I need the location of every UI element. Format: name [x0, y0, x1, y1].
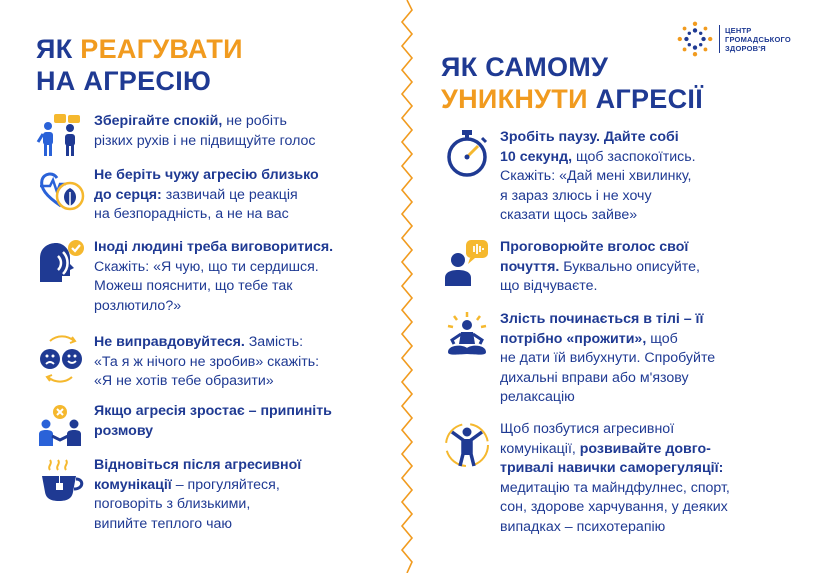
tip-bold: розмову: [94, 422, 154, 439]
heading-part: АГРЕСІЇ: [587, 84, 703, 114]
tip-stop-talk: [36, 402, 332, 452]
tip-regular: Скажіть: «Дай мені хвилинку,: [500, 168, 692, 184]
tip-bold: Якщо агресія зростає – припиніть: [94, 403, 332, 419]
tip-regular: на безпорадність, а не на вас: [94, 206, 289, 222]
tip-bold: до серця:: [94, 186, 162, 203]
tip-regular: не дати їй вибухнути. Спробуйте: [500, 350, 716, 366]
tip-text: [500, 128, 696, 226]
tip-bold: Не беріть чужу агресію близько: [94, 167, 319, 183]
stopwatch-icon: [442, 128, 492, 178]
tip-bold: тривалі навички саморегуляції:: [500, 460, 724, 476]
logo-line: ЦЕНТР: [725, 25, 752, 35]
tip-recover: [36, 456, 301, 534]
tip-regular: сказати щось зайве»: [500, 207, 638, 223]
tip-regular: Щоб позбутися агресивної: [500, 421, 675, 437]
logo-line: ГРОМАДСЬКОГО: [725, 34, 791, 44]
heading-part: ЯК: [36, 34, 81, 64]
tip-regular: релаксацію: [500, 389, 575, 405]
tip-regular: не робіть: [222, 113, 287, 129]
tip-bold: Проговорюйте вголос свої: [500, 239, 689, 255]
tip-bold: потрібно «прожити»,: [500, 330, 647, 347]
tip-regular: «Я не хотів тебе образити»: [94, 373, 274, 389]
tip-bold: Злість починається в тілі – її: [500, 311, 704, 327]
heading-line: ЯК САМОМУ: [441, 52, 609, 82]
tip-regular: поговоріть з близькими,: [94, 496, 251, 512]
person-speaking-icon: [442, 238, 492, 288]
meditating-person-icon: [442, 310, 492, 360]
tip-regular: я зараз злюсь і не хочу: [500, 187, 652, 204]
left-heading: [36, 33, 243, 97]
tip-regular: медитацію та майндфулнес, спорт,: [500, 479, 730, 496]
tip-text: [500, 238, 700, 297]
tip-bold: почуття.: [500, 258, 560, 275]
heart-pulse-leaf-icon: [36, 166, 86, 216]
heading-accent: УНИКНУТИ: [441, 84, 588, 114]
tip-regular: «Та я ж нічого не зробив» скажіть:: [94, 353, 320, 370]
tip-text: [500, 310, 715, 408]
tip-regular: Скажіть: «Я чую, що ти сердишся.: [94, 258, 319, 275]
tip-bold: 10 секунд,: [500, 148, 573, 165]
tip-regular: розлютило?»: [94, 297, 182, 314]
tip-regular: дихальні вправи або м'язову: [500, 369, 689, 386]
tip-regular: – прогуляйтеся,: [171, 476, 280, 493]
logo-text: [725, 26, 791, 53]
listening-head-check-icon: [36, 238, 86, 288]
tip-text: [94, 456, 301, 534]
tip-regular: Замість:: [244, 334, 304, 350]
tip-self-regulation: [442, 420, 730, 537]
right-heading: [441, 51, 703, 115]
tip-bold: комунікації: [94, 476, 172, 493]
tip-bold: Не виправдовуйтеся.: [94, 334, 245, 350]
two-people-talking-icon: [36, 112, 86, 162]
tip-text: [94, 402, 332, 441]
tip-no-excuses: [36, 333, 319, 392]
tip-text: [94, 333, 319, 392]
logo-line: ЗДОРОВ'Я: [725, 43, 766, 53]
zigzag-divider: [397, 0, 417, 573]
sad-happy-faces-icon: [36, 333, 86, 383]
logo-divider: [719, 25, 720, 53]
tip-speak-feelings: [442, 238, 700, 297]
tip-body-anger: [442, 310, 715, 408]
tip-regular: сон, здорове харчування, у деяких: [500, 499, 728, 515]
tip-bold: Іноді людині треба виговоритися.: [94, 239, 334, 255]
tip-regular: що відчуваєте.: [500, 278, 598, 294]
tip-bold: Зробіть паузу. Дайте собі: [500, 129, 679, 145]
tip-pause: [442, 128, 696, 226]
tip-regular: випийте теплого чаю: [94, 515, 233, 532]
person-arms-up-icon: [442, 420, 492, 470]
tip-not-personal: [36, 166, 319, 225]
tip-text: [94, 166, 319, 225]
tip-bold: розвивайте довго-: [579, 440, 711, 457]
tip-text: [500, 420, 730, 537]
tip-text: [94, 112, 316, 151]
tip-regular: різких рухів і не підвищуйте голос: [94, 132, 316, 149]
hot-tea-cup-icon: [36, 456, 86, 506]
tip-regular: щоб: [646, 330, 678, 347]
tip-regular: випадках – психотерапію: [500, 518, 666, 535]
tip-regular: Можеш пояснити, що тебе так: [94, 278, 293, 294]
tip-bold: Зберігайте спокій,: [94, 113, 223, 129]
tip-regular: щоб заспокоїтись.: [572, 148, 696, 165]
tip-let-speak: [36, 238, 333, 316]
tip-regular: зазвичай це реакція: [161, 186, 298, 203]
tip-stay-calm: [36, 112, 316, 162]
heading-accent: РЕАГУВАТИ: [80, 34, 243, 64]
heading-line: НА АГРЕСІЮ: [36, 66, 212, 96]
tip-bold: Відновіться після агресивної: [94, 457, 302, 473]
tip-regular: Буквально описуйте,: [559, 258, 700, 275]
tip-text: [94, 238, 333, 316]
people-stop-icon: [36, 402, 86, 452]
tip-regular: комунікації,: [500, 440, 580, 457]
